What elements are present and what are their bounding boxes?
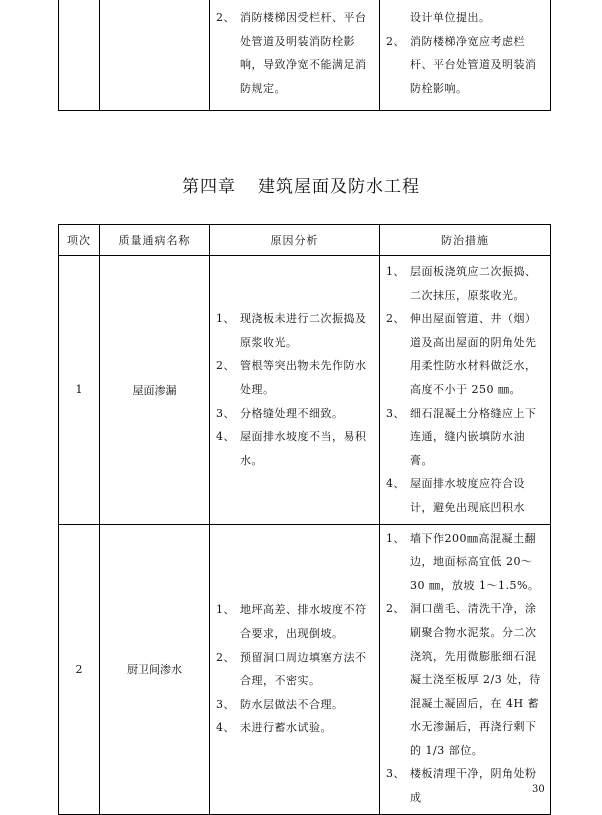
cause-cell xyxy=(210,256,380,525)
row-name: 厨卫间渗水 xyxy=(100,524,210,814)
list-item: 1、 层面板浇筑应二次振捣、二次抹压，原浆收光。 xyxy=(386,265,537,302)
list-item: 3、 防水层做法不合理。 xyxy=(216,697,344,711)
cause-cell xyxy=(210,524,380,814)
cause-cell xyxy=(210,0,380,111)
list-item: 4、 未进行蓄水试验。 xyxy=(216,721,332,735)
row-index: 1 xyxy=(59,256,100,525)
header-name: 质量通病名称 xyxy=(100,225,210,256)
chapter-title xyxy=(0,172,602,197)
list-item: 2、 预留洞口周边填塞方法不合理，不密实。 xyxy=(216,650,367,688)
row-index: 2 xyxy=(59,524,100,814)
page-number: 30 xyxy=(532,784,545,795)
list-item: 2、 消防楼梯净宽应考虑栏杆、平台处管道及明装消防栓影响。 xyxy=(386,34,537,95)
chapter-number: 第四章 xyxy=(182,177,236,197)
list-item: 1、 地坪高差、排水坡度不符合要求，出现倒坡。 xyxy=(216,603,367,640)
header-cause: 原因分析 xyxy=(210,225,380,256)
header-index: 项次 xyxy=(59,225,100,256)
index-cell xyxy=(59,0,100,111)
list-item: 3、 楼板清理干净，阴角处粉成 xyxy=(386,767,537,805)
list-item: 4、 屋面排水坡度应符合设计，避免出现底凹积水 xyxy=(386,477,525,514)
header-measure: 防治措施 xyxy=(380,225,551,256)
list-item: 1、 现浇板未进行二次振捣及原浆收光。 xyxy=(216,312,367,349)
measure-cell xyxy=(380,524,551,814)
list-item: 2、 洞口凿毛、清洗干净，涂刷聚合物水泥浆。分二次浇筑，先用微膨胀细石混凝土浇至板厚 2/3 处，待混凝土凝固后，在 4H 蓄水无渗漏后，再浇行剩下的 1/3 部位。 xyxy=(386,602,541,757)
list-item: 4、 屋面排水坡度不当，易积水。 xyxy=(216,430,367,467)
list-item: 2、 消防楼梯因受栏杆、平台处管道及明装消防栓影响，导致净宽不能满足消防规定。 xyxy=(216,11,367,95)
list-item: 3、 细石混凝土分格缝应上下连通，缝内嵌填防水油膏。 xyxy=(386,406,537,467)
chapter-name: 建筑屋面及防水工程 xyxy=(258,177,420,197)
list-item: 3、 分格缝处理不细致。 xyxy=(216,406,344,420)
table-row xyxy=(59,524,551,814)
list-item: 2、 管根等突出物未先作防水处理。 xyxy=(216,359,367,396)
name-cell xyxy=(100,0,210,111)
table-row xyxy=(59,0,551,111)
table-header-row xyxy=(59,225,551,256)
row-name: 屋面渗漏 xyxy=(100,256,210,525)
list-item: 2、 伸出屋面管道、井（烟）道及高出屋面的阴角处先用柔性防水材料做泛水，高度不小于 250 ㎜。 xyxy=(386,312,537,396)
measure-cell xyxy=(380,256,551,525)
table-row xyxy=(59,256,551,525)
continued-table xyxy=(58,0,551,111)
list-item: 1、 墙下作200㎜高混凝土翻边，地面标高宜低 20～30 ㎜，放坡 1～1.5%。 xyxy=(386,531,540,592)
measure-cell xyxy=(380,0,551,111)
quality-defect-table xyxy=(58,224,551,815)
list-item: 设计单位提出。 xyxy=(410,11,491,24)
